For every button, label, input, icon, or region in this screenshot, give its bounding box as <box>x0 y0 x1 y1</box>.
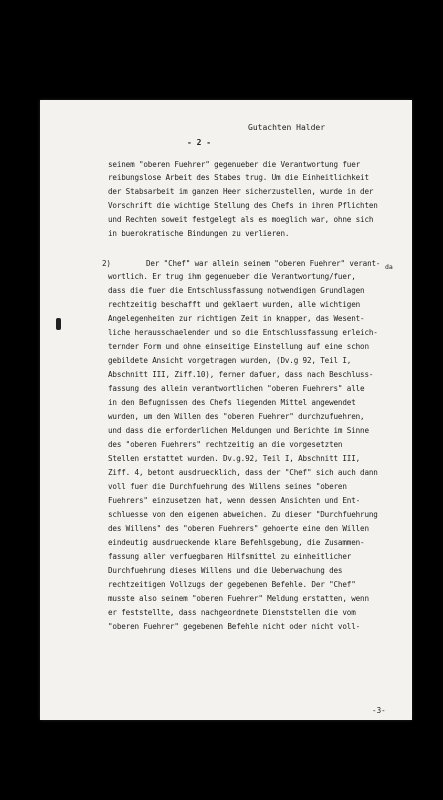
text-line: voll fuer die Durchfuehrung des Willens seines "oberen <box>108 482 347 491</box>
text-line: Fuehrers" einzusetzen hat, wenn dessen Ansichten und Ent- <box>108 496 361 505</box>
text-line: fassung des allein verantwortlichen "oberen Fuehrers" alle <box>108 384 365 393</box>
text-line: eindeutig ausdrueckende klare Befehlsgebung, die Zusammen- <box>108 538 365 547</box>
text-line: wortlich. Er trug ihm gegenueber die Verantwortung/fuer, <box>108 272 356 281</box>
text-line: Der "Chef" war allein seinem "oberen Fuehrer" verant- <box>146 259 381 268</box>
document-page <box>40 100 412 720</box>
text-line: der Stabsarbeit im ganzen Heer sicherzustellen, wurde in der <box>108 187 374 196</box>
text-line: "oberen Fuehrer" gegebenen Befehle nicht oder nicht voll- <box>108 622 361 631</box>
text-line: schluesse von den eigenen abweichen. Zu dieser "Durchfuehrung <box>108 510 378 519</box>
text-line: wurden, um den Willen des "oberen Fuehrer" durchzufuehren, <box>108 412 365 421</box>
section-marker: 2) <box>102 259 111 268</box>
text-line: rechtzeitig beschafft und geklaert wurden, alle wichtigen <box>108 300 361 309</box>
text-line: rechtzeitigen Vollzugs der gegebenen Befehle. Der "Chef" <box>108 580 356 589</box>
text-line: in den Befugnissen des Chefs liegenden Mittel angewendet <box>108 398 356 407</box>
text-line: fassung aller verfuegbaren Hilfsmittel zu einheitlicher <box>108 552 352 561</box>
text-line: liche herausschaelender und so die Entschlussfassung erleich- <box>108 328 378 337</box>
text-line: musste also seinem "oberen Fuehrer" Meldung erstatten, wenn <box>108 594 369 603</box>
text-line: Durchfuehrung dieses Willens und die Ueberwachung des <box>108 566 343 575</box>
text-line: Stellen erstattet wurden. Dv.g.92, Teil I, Abschnitt III, <box>108 454 361 463</box>
text-line: seinem "oberen Fuehrer" gegenueber die Verantwortung fuer <box>108 160 361 169</box>
page-footer: -3- <box>372 706 386 715</box>
text-line: Angelegenheiten zur richtigen Zeit in knapper, das Wesent- <box>108 314 365 323</box>
text-line: reibungslose Arbeit des Stabes trug. Um die Einheitlichkeit <box>108 173 369 182</box>
text-line: ternder Form und ohne einseitige Einstellung auf eine schon <box>108 342 369 351</box>
text-line: gebildete Ansicht vorgetragen wurden, (Dv.g 92, Teil I, <box>108 356 352 365</box>
text-line: Vorschrift die wichtige Stellung des Chefs in ihren Pflichten <box>108 201 378 210</box>
text-line: in buerokratische Bindungen zu verlieren. <box>108 229 290 238</box>
page-number: - 2 - <box>187 138 212 147</box>
handwritten-insert: da <box>385 263 393 271</box>
text-line: und dass die erforderlichen Meldungen und Berichte im Sinne <box>108 426 369 435</box>
text-line: des "oberen Fuehrers" rechtzeitig an die vorgesetzten <box>108 440 343 449</box>
text-line: des Willens" des "oberen Fuehrers" gehoerte eine den Willen <box>108 524 369 533</box>
text-line: Abschnitt III, Ziff.10), ferner dafuer, dass nach Beschluss- <box>108 370 374 379</box>
text-line: und Rechten soweit festgelegt als es moeglich war, ohne sich <box>108 215 374 224</box>
document-header: Gutachten Halder <box>248 123 326 132</box>
text-line: dass die fuer die Entschlussfassung notwendigen Grundlagen <box>108 286 365 295</box>
punch-hole <box>56 318 61 330</box>
text-line: Ziff. 4, betont ausdruecklich, dass der "Chef" sich auch dann <box>108 468 378 477</box>
text-line: er feststellte, dass nachgeordnete Dienststellen die vom <box>108 608 356 617</box>
